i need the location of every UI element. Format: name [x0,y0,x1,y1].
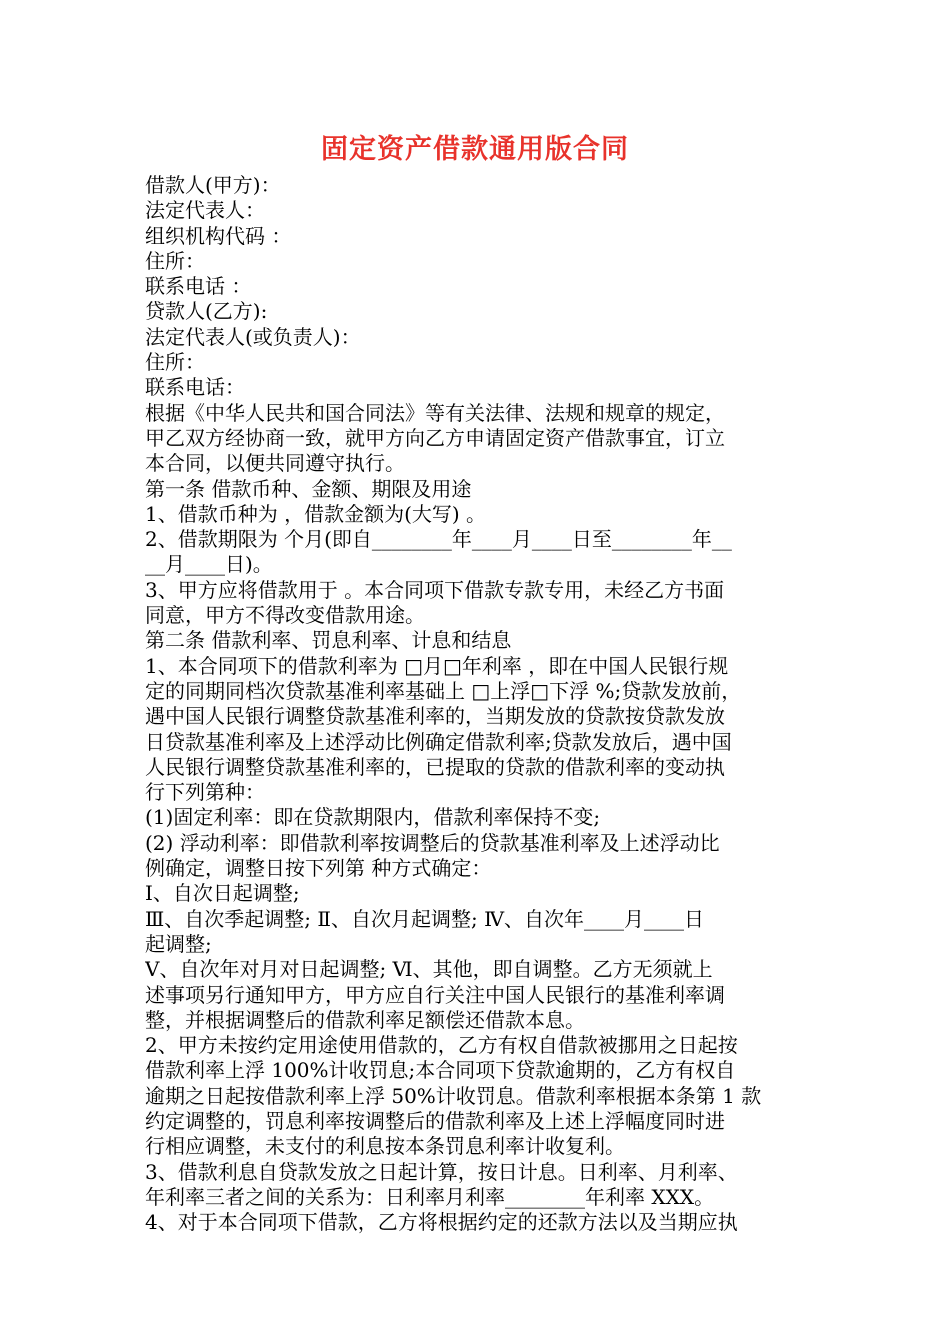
text-line: 行相应调整，未支付的利息按本条罚息利率计收复利。 [145,1134,625,1159]
text-line: 述事项另行通知甲方，甲方应自行关注中国人民银行的基准利率调 [145,982,725,1007]
text-line: 整，并根据调整后的借款利率足额偿还借款本息。 [145,1007,585,1032]
text-line: 人民银行调整贷款基准利率的，已提取的贷款的借款利率的变动执 [145,754,725,779]
text-line: 3、借款利息自贷款发放之日起计算，按日计息。日利率、月利率、 [145,1159,738,1184]
text-line: 本合同，以便共同遵守执行。 [145,451,405,476]
document-title: 固定资产借款通用版合同 [321,134,629,165]
text-line: 2、借款期限为 个月(即自________年____月____日至________年__ [145,527,732,552]
text-line: Ⅲ、自次季起调整; Ⅱ、自次月起调整; Ⅳ、自次年____月____日 [145,906,705,931]
text-line: 根据《中华人民共和国合同法》等有关法律、法规和规章的规定， [145,400,725,425]
text-line: 借款人(甲方)： [145,173,281,197]
text-line: 住所： [145,350,205,375]
text-line: 联系电话： [145,375,245,400]
text-line: 起调整; [145,931,212,956]
text-line: Ⅴ、自次年对月对日起调整; Ⅵ、其他，即自调整。乙方无须就上 [145,957,713,982]
text-line: 贷款人(乙方): [145,299,268,324]
text-line: 4、对于本合同项下借款，乙方将根据约定的还款方法以及当期应执 [145,1210,738,1235]
text-line: 年利率三者之间的关系为：日利率月利率________年利率 XXX。 [145,1184,715,1209]
text-line: Ⅰ、自次日起调整; [145,881,300,906]
text-line: 同意，甲方不得改变借款用途。 [145,603,425,628]
text-line: 第二条 借款利率、罚息利率、计息和结息 [145,628,512,653]
text-line: __月____日)。 [145,552,273,577]
text-line: 3、甲方应将借款用于 。本合同项下借款专款专用，未经乙方书面 [145,577,725,602]
text-line: 组织机构代码 ： [145,223,292,248]
text-line: 约定调整的，罚息利率按调整后的借款利率及上述上浮幅度同时进 [145,1108,725,1133]
text-line: (2) 浮动利率：即借款利率按调整后的贷款基准利率及上述浮动比 [145,830,720,855]
text-line: 2、甲方未按约定用途使用借款的，乙方有权自借款被挪用之日起按 [145,1033,738,1058]
text-line: 法定代表人(或负责人)： [145,324,361,349]
text-line: 日贷款基准利率及上述浮动比例确定借款利率;贷款发放后，遇中国 [145,729,732,754]
text-line: 1、借款币种为 ，借款金额为(大写) 。 [145,501,487,526]
text-line: 第一条 借款币种、金额、期限及用途 [145,476,472,501]
text-line: 借款利率上浮 100%计收罚息;本合同项下贷款逾期的，乙方有权自 [145,1058,736,1083]
text-line: 住所： [145,248,205,273]
text-line: 定的同期同档次贷款基准利率基础上 □上浮□下浮 %;贷款发放前， [145,678,742,703]
document-body [145,173,809,1235]
text-line: (1)固定利率：即在贷款期限内，借款利率保持不变; [145,805,601,830]
text-line: 行下列第种： [145,780,265,805]
text-line: 逾期之日起按借款利率上浮 50%计收罚息。借款利率根据本条第 1 款 [145,1083,762,1108]
text-line: 例确定，调整日按下列第 种方式确定： [145,856,492,881]
text-line: 1、本合同项下的借款利率为 □月□年利率 ，即在中国人民银行规 [145,653,729,678]
text-line: 法定代表人： [145,198,265,223]
text-line: 联系电话 ： [145,274,252,299]
text-line: 甲乙双方经协商一致，就甲方向乙方申请固定资产借款事宜，订立 [145,425,725,450]
text-line: 遇中国人民银行调整贷款基准利率的，当期发放的贷款按贷款发放 [145,704,725,729]
